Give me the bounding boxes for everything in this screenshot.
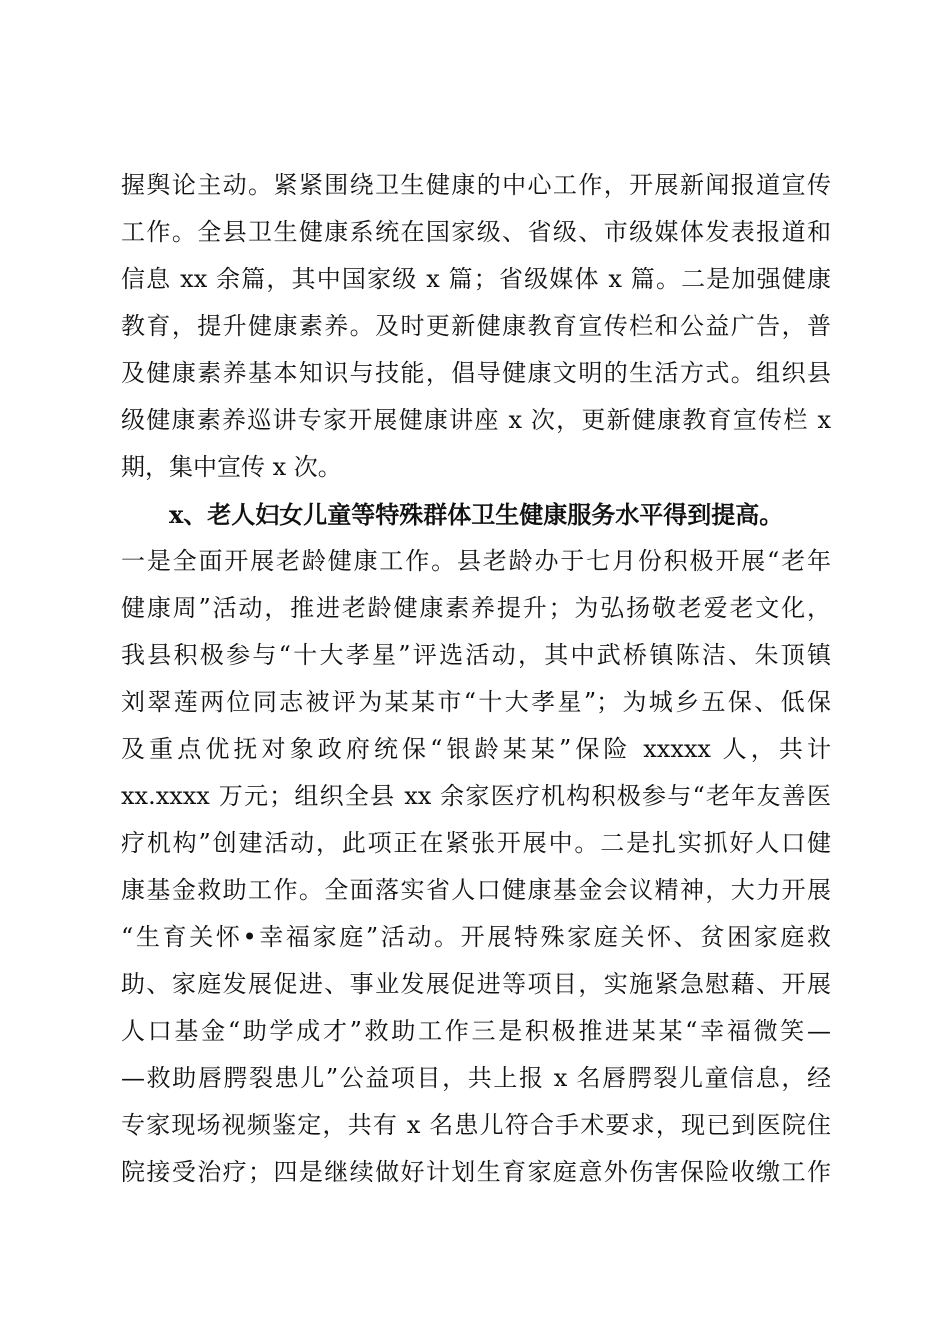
text-line: 院接受治疗；四是继续做好计划生育家庭意外伤害保险收缴工作 [121, 1158, 831, 1186]
text-line: 工作。全县卫生健康系统在国家级、省级、市级媒体发表报道和 [121, 218, 831, 246]
text-line: 握舆论主动。紧紧围绕卫生健康的中心工作，开展新闻报道宣传 [121, 171, 831, 199]
text-line: 我县积极参与“十大孝星”评选活动，其中武桥镇陈洁、朱顶镇 [121, 641, 831, 669]
text-line: 信息 xx 余篇，其中国家级 x 篇；省级媒体 x 篇。二是加强健康 [121, 265, 831, 293]
text-line: 助、家庭发展促进、事业发展促进等项目，实施紧急慰藉、开展 [121, 970, 831, 998]
paragraph-publicity [121, 162, 831, 491]
document-page [121, 162, 831, 1196]
text-line: 级健康素养巡讲专家开展健康讲座 x 次，更新健康教育宣传栏 x [121, 406, 831, 434]
text-line: 一是全面开展老龄健康工作。县老龄办于七月份积极开展“老年 [121, 547, 831, 575]
text-line: 健康周”活动，推进老龄健康素养提升；为弘扬敬老爱老文化， [121, 594, 831, 622]
text-line: 康基金救助工作。全面落实省人口健康基金会议精神，大力开展 [121, 876, 831, 904]
text-line: 期，集中宣传 x 次。 [121, 453, 342, 481]
text-line: “生育关怀•幸福家庭”活动。开展特殊家庭关怀、贫困家庭救 [121, 923, 831, 951]
text-line: 及健康素养基本知识与技能，倡导健康文明的生活方式。组织县 [121, 359, 831, 387]
section-heading: x、老人妇女儿童等特殊群体卫生健康服务水平得到提高。 [169, 500, 784, 529]
text-line: —救助唇腭裂患儿”公益项目，共上报 x 名唇腭裂儿童信息，经 [121, 1064, 831, 1092]
text-line: 及重点优抚对象政府统保“银龄某某”保险 xxxxx 人，共计 [121, 735, 831, 763]
text-line: 专家现场视频鉴定，共有 x 名患儿符合手术要求，现已到医院住 [121, 1111, 831, 1139]
text-line: 疗机构”创建活动，此项正在紧张开展中。二是扎实抓好人口健 [121, 829, 831, 857]
text-line: 刘翠莲两位同志被评为某某市“十大孝星”；为城乡五保、低保 [121, 688, 831, 716]
text-line: xx.xxxx 万元；组织全县 xx 余家医疗机构积极参与“老年友善医 [121, 782, 831, 810]
text-line: 人口基金“助学成才”救助工作三是积极推进某某“幸福微笑— [121, 1017, 831, 1045]
text-line: 教育，提升健康素养。及时更新健康教育宣传栏和公益广告，普 [121, 312, 831, 340]
paragraph-special-groups [121, 538, 831, 1196]
